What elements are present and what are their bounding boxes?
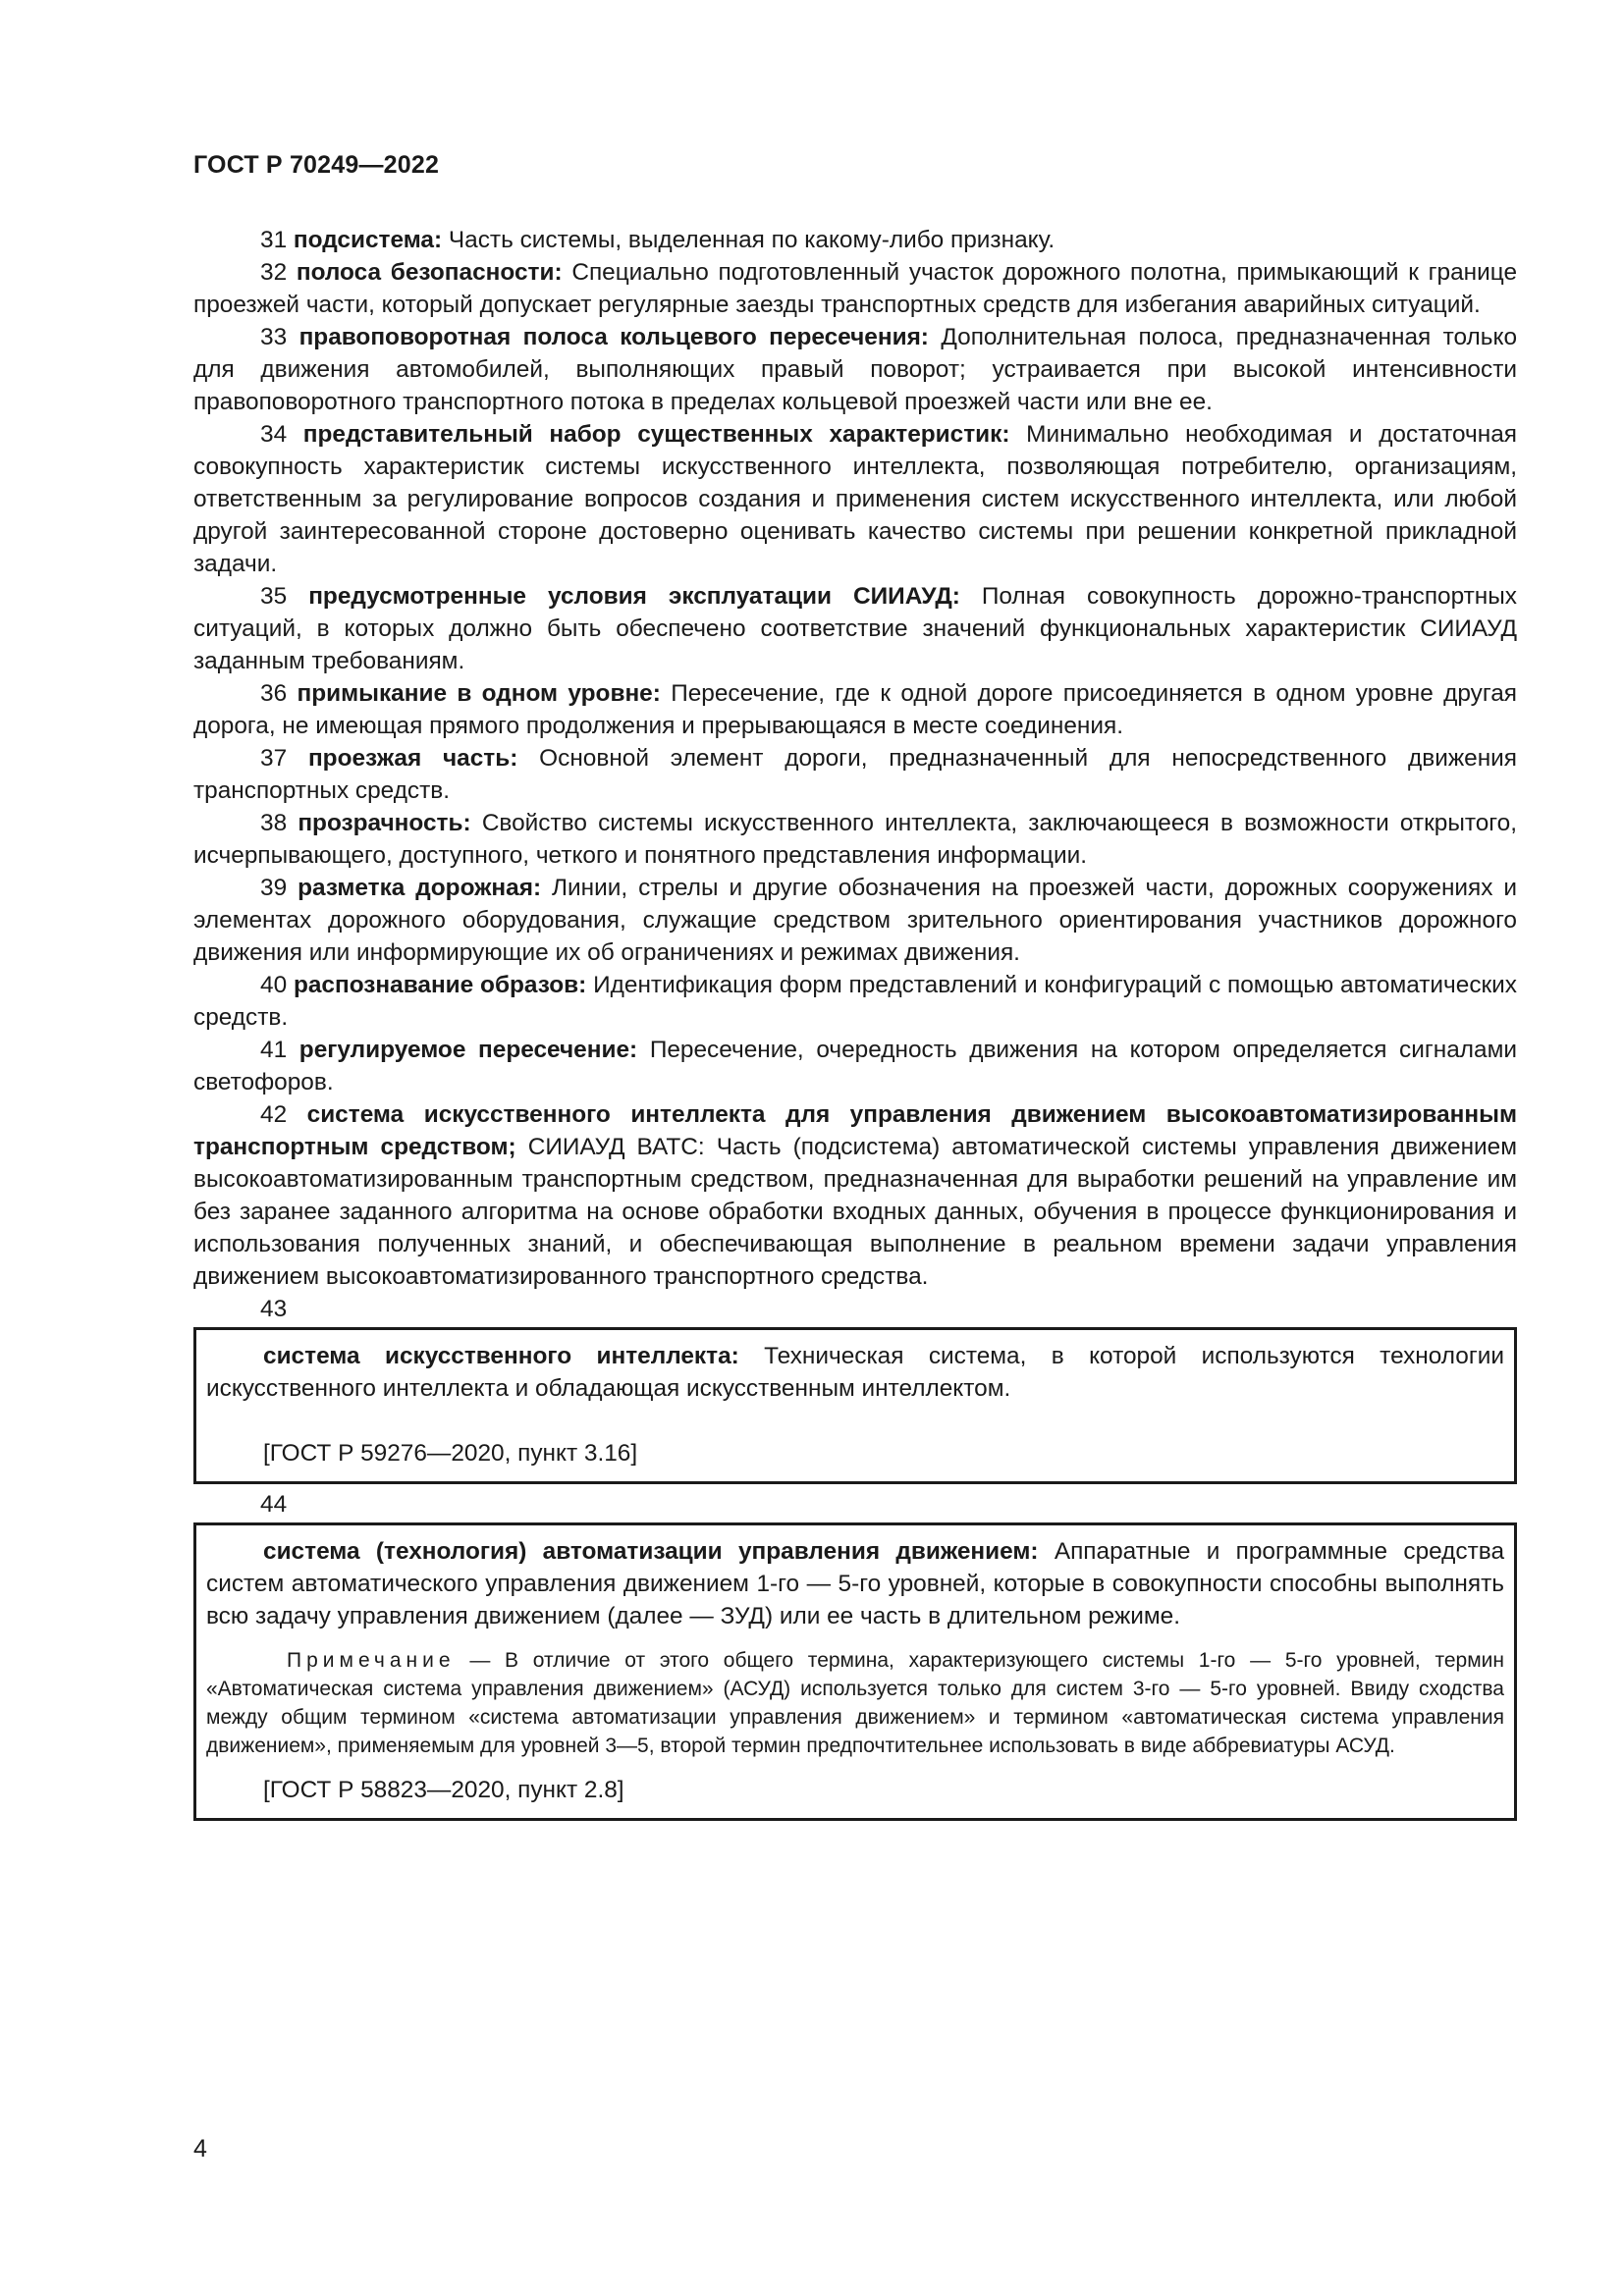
term-entry-34 xyxy=(193,418,1517,580)
term-definition: Аппаратные и программные средства систем автоматического управления движением 1-го — 5-го уровней, которые в совокупности способны выполнять всю задачу управления движением (далее — ЗУД) или ее часть в длительном режиме. xyxy=(206,1538,1505,1629)
term-title: предусмотренные условия эксплуатации СИИАУД: xyxy=(308,583,960,610)
terms-list xyxy=(193,224,1517,1825)
term-note xyxy=(206,1646,1504,1760)
term-title: подсистема: xyxy=(293,227,443,253)
term-title: полоса безопасности: xyxy=(296,259,563,286)
term-definition: Техническая система, в которой используются технологии искусственного интеллекта и обладающая искусственным интеллектом. xyxy=(206,1343,1505,1402)
term-definition: Свойство системы искусственного интеллекта, заключающееся в возможности открытого, исчерпывающего, доступного, четкого и понятного представления информации. xyxy=(193,810,1518,869)
term-entry-41 xyxy=(193,1034,1517,1098)
term-title: правоповоротная полоса кольцевого пересечения: xyxy=(298,324,929,350)
term-number: 40 xyxy=(260,972,288,998)
page-number: 4 xyxy=(193,2135,207,2163)
term-source-reference: [ГОСТ Р 58823—2020, пункт 2.8] xyxy=(263,1777,624,1803)
term-definition: СИИАУД ВАТС: Часть (подсистема) автоматической системы управления движением высокоавтоматизированным транспортным средством, предназначенная для выработки решений на управление им без заранее заданного алгоритма на основе обработки входных данных, обучения в процессе функционирования и использования полученных знаний, и обеспечивающая выполнение в реальном времени задачи управления движением высокоавтоматизированного транспортного средства. xyxy=(193,1134,1517,1290)
term-number: 42 xyxy=(260,1101,288,1128)
term-definition: Часть системы, выделенная по какому-либо признаку. xyxy=(448,227,1056,253)
term-entry-36 xyxy=(193,677,1517,742)
term-definition: Дополнительная полоса, предназначенная только для движения автомобилей, выполняющих правый поворот; устраивается при высокой интенсивности правоповоротного транспортного потока в пределах кольцевой проезжей части или вне ее. xyxy=(193,324,1518,415)
term-entry-31 xyxy=(193,224,1517,256)
term-number-44: 44 xyxy=(260,1491,288,1518)
term-definition: Полная совокупность дорожно-транспортных ситуаций, в которых должно быть обеспечено соответствие значений функциональных характеристик СИИАУД заданным требованиям. xyxy=(193,583,1517,674)
term-definition: Пересечение, где к одной дороге присоединяется в одном уровне другая дорога, не имеющая прямого продолжения и прерывающаяся в месте соединения. xyxy=(193,680,1518,739)
term-title: примыкание в одном уровне: xyxy=(297,680,661,707)
term-number: 34 xyxy=(260,421,288,448)
term-definition: Основной элемент дороги, предназначенный для непосредственного движения транспортных средств. xyxy=(193,745,1518,804)
document-code-header: ГОСТ Р 70249—2022 xyxy=(193,151,440,179)
term-definition: Линии, стрелы и другие обозначения на проезжей части, дорожных сооружениях и элементах дорожного оборудования, служащие средством зрительного ориентирования участников дорожного движения или информирующие их об ограничениях и режимах движения. xyxy=(193,875,1518,966)
note-label: Примечание xyxy=(287,1649,456,1672)
term-title: система искусственного интеллекта для управления движением высокоавтоматизированным транспортным средством; xyxy=(193,1101,1517,1160)
term-definition: Пересечение, очередность движения на котором определяется сигналами светофоров. xyxy=(193,1037,1517,1095)
term-source-reference: [ГОСТ Р 59276—2020, пункт 3.16] xyxy=(263,1440,638,1467)
term-entry-35 xyxy=(193,580,1517,677)
term-entry-42 xyxy=(193,1098,1517,1293)
term-entry-33 xyxy=(193,321,1517,418)
term-number: 36 xyxy=(260,680,288,707)
term-43-box xyxy=(193,1327,1517,1484)
term-title: представительный набор существенных характеристик: xyxy=(302,421,1010,448)
term-number: 38 xyxy=(260,810,288,836)
term-title: распознавание образов: xyxy=(293,972,587,998)
term-44-box xyxy=(193,1522,1517,1821)
term-number: 39 xyxy=(260,875,288,901)
term-definition: Специально подготовленный участок дорожного полотна, примыкающий к границе проезжей части, который допускает регулярные заезды транспортных средств для избегания аварийных ситуаций. xyxy=(193,259,1518,318)
term-number: 33 xyxy=(260,324,288,350)
term-title: проезжая часть: xyxy=(307,745,518,772)
term-number: 31 xyxy=(260,227,288,253)
term-entry-37 xyxy=(193,742,1517,807)
term-number: 41 xyxy=(260,1037,288,1063)
note-text: — В отличие от этого общего термина, характеризующего системы 1-го — 5-го уровней, термин «Автоматическая система управления движением» (АСУД) используется только для систем 3-го — 5-го уровней. Ввиду сходства между общим термином «система автоматизации управления движением» и термином «автоматическая система управления движением», применяемым для уровней 3—5, второй термин предпочтительнее использовать в виде аббревиатуры АСУД. xyxy=(206,1649,1504,1757)
term-number-43: 43 xyxy=(260,1296,288,1322)
term-title: разметка дорожная: xyxy=(298,875,542,901)
term-title: прозрачность: xyxy=(298,810,471,836)
term-title: регулируемое пересечение: xyxy=(298,1037,638,1063)
term-entry-44 xyxy=(206,1535,1504,1632)
term-title: система (технология) автоматизации управления движением: xyxy=(263,1538,1039,1565)
term-title: система искусственного интеллекта: xyxy=(263,1343,739,1369)
term-entry-40 xyxy=(193,969,1517,1034)
term-entry-39 xyxy=(193,872,1517,969)
term-entry-38 xyxy=(193,807,1517,872)
term-number: 32 xyxy=(260,259,288,286)
term-entry-32 xyxy=(193,256,1517,321)
term-number: 35 xyxy=(260,583,288,610)
term-entry-43 xyxy=(206,1340,1504,1405)
term-definition: Идентификация форм представлений и конфигураций с помощью автоматических средств. xyxy=(193,972,1518,1031)
term-definition: Минимально необходимая и достаточная совокупность характеристик системы искусственного интеллекта, позволяющая потребителю, организациям, ответственным за регулирование вопросов создания и применения систем искусственного интеллекта, или любой другой заинтересованной стороне достоверно оценивать качество системы при решении конкретной прикладной задачи. xyxy=(193,421,1517,577)
term-number: 37 xyxy=(260,745,288,772)
